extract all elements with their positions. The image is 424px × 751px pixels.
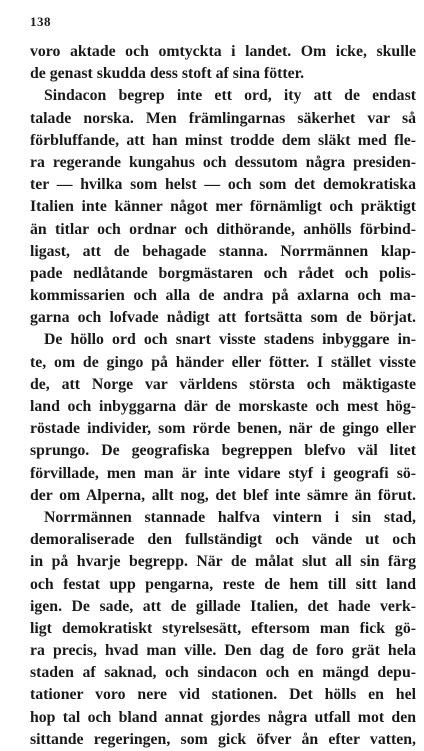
text-line: De höllo ord och snart visste stadens inbyggare in- <box>44 331 416 349</box>
text-line: der om Alperna, allt nog, det blef inte sämre än förut. <box>30 486 416 504</box>
text-line: förbluffande, att han minst trodde dem släkt med fle- <box>30 131 416 149</box>
text-line: förvillade, men man är inte vidare styf i geografi sö- <box>30 464 416 482</box>
text-line: demoraliserade den fullständigt och vände ut och <box>30 531 416 549</box>
text-line: in på hvarje begrepp. När de målat slut all sin färg <box>30 553 416 571</box>
text-line: igen. De sade, att de gillade Italien, det hade verk- <box>30 597 416 615</box>
text-line: ra precis, hvad man ville. Den dag de foro grät hela <box>30 642 416 660</box>
text-line: de genast skudda dess stoft af sina fötter. <box>30 65 305 83</box>
page-number: 138 <box>30 14 51 29</box>
text-line: kommissarien och alla de andra på axlarna och ma- <box>30 287 416 305</box>
text-line: ra regerande kungahus och dessutom några presiden- <box>30 153 416 171</box>
text-line: garna och lofvade nådigt att fortsätta som de börjat. <box>30 309 416 327</box>
text-line: hop tal och bland annat gjordes några utfall mot den <box>30 708 416 726</box>
text-line: röstade individer, som rörde benen, när de gingo eller <box>30 420 416 438</box>
text-line: Sindacon begrep inte ett ord, ity att de endast <box>44 87 416 105</box>
text-line: te, om de gingo på händer eller fötter. I stället visste <box>30 353 416 371</box>
text-line: än titlar och ordnar och dithörande, anhölls förbind- <box>30 220 416 238</box>
text-line: sittande regeringen, som gick öfver ån efter vatten, <box>30 730 416 748</box>
text-line: Norrmännen stannade halfva vintern i sin stad, <box>44 508 416 526</box>
text-line: de, att Norge var världens största och mäktigaste <box>30 375 416 393</box>
text-line: Italien inte känner något mer förnämligt och präktigt <box>30 198 416 216</box>
text-line: talade norska. Men främlingarnas säkerhet var så <box>30 109 416 127</box>
text-line: pade nedlåtande borgmästaren och rådet och polis- <box>30 264 416 282</box>
text-line: sprungo. De geografiska begreppen blefvo väl litet <box>30 442 416 460</box>
text-line: tationer voro nere vid stationen. Det hölls en hel <box>30 686 416 704</box>
body-text <box>30 41 416 751</box>
text-line: staden af saknad, och sindacon och en mängd depu- <box>30 664 416 682</box>
text-line: ligt demokratiskt styrelsesätt, eftersom man fick gö- <box>30 619 416 637</box>
text-line: voro aktade och omtyckta i landet. Om icke, skulle <box>30 43 416 60</box>
text-line: ter — hvilka som helst — och som det demokratiska <box>30 176 416 194</box>
text-line: ligast, att de behagade stanna. Norrmännen klap- <box>30 242 416 260</box>
text-line: och festat upp pengarna, reste de hem till sitt land <box>30 575 416 593</box>
text-line: land och inbyggarna där de morskaste och mest hög- <box>30 398 416 415</box>
